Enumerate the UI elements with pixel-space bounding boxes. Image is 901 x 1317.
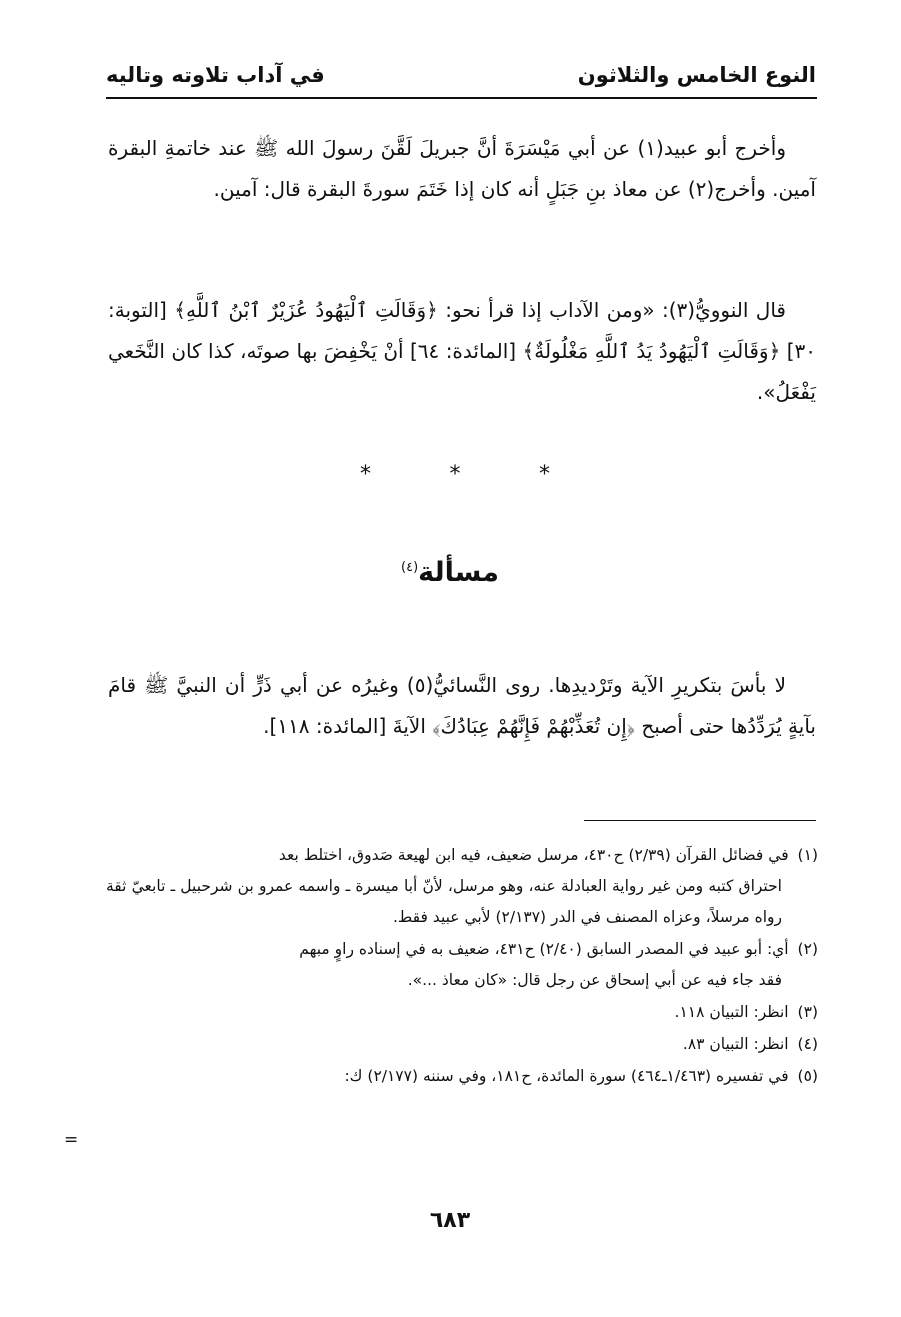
section-footnote-marker: (٤) [401, 560, 419, 575]
footnote-1 [106, 840, 818, 933]
separator-star: * [449, 462, 461, 487]
footnote-marker: (٤) [797, 1035, 818, 1053]
paragraph-text: لا بأسَ بتكريرِ الآية وتَرْديدِها. روى النَّسائيُّ(٥) وغيرُه عن أبي ذَرٍّ أن النبيَّ ﷺ قامَ بآيةٍ يُرَدِّدُها حتى أصبح ﴿إِن تُعَذِّبْهُمْ فَإِنَّهُمْ عِبَادُكَ﴾ الآيةَ [المائدة: ١١٨]. [108, 673, 816, 738]
footnote-text: انظر: التبيان ١١٨. [674, 1003, 789, 1021]
footnote-continuation: فقد جاء فيه عن أبي إسحاق عن رجل قال: «كان معاذ ...». [407, 971, 782, 989]
separator-star: * [539, 462, 550, 487]
footnote-continuation: احتراق كتبه ومن غير رواية العبادلة عنه، وهو مرسل، لأنّ أبا ميسرة ـ واسمه عمرو بن شرحبيل ـ تابعيّ ثقة رواه مرسلاً، وعزاه المصنف في الدر (٢/١٣٧) لأبي عبيد فقط. [106, 877, 782, 926]
section-separator [360, 462, 550, 487]
footnote-text: أي: أبو عبيد في المصدر السابق (٢/٤٠) ح٤٣١، ضعيف به في إسناده راوٍ مبهم [299, 940, 789, 958]
footnote-marker: (٣) [797, 1003, 818, 1021]
separator-star: * [360, 462, 371, 487]
chapter-title: النوع الخامس والثلاثون [577, 63, 816, 87]
footnote-marker: (١) [797, 846, 818, 864]
footnote-2 [106, 934, 818, 996]
paragraph-amin [108, 128, 816, 210]
paragraph-repetition [108, 665, 816, 747]
footnote-text: في تفسيره (١/٤٦٣ـ٤٦٤) سورة المائدة، ح١٨١، وفي سننه (٢/١٧٧) ك: [344, 1067, 789, 1085]
page-number: ٦٨٣ [429, 1208, 471, 1233]
footnote-text: في فضائل القرآن (٢/٣٩) ح٤٣٠، مرسل ضعيف، فيه ابن لهيعة صَدوق، اختلط بعد [278, 846, 789, 864]
footnote-text: انظر: التبيان ٨٣. [682, 1035, 789, 1053]
header-rule [106, 97, 817, 99]
footnote-4 [106, 1029, 818, 1060]
paragraph-text: قال النوويُّ(٣): «ومن الآداب إذا قرأ نحو: ﴿وَقَالَتِ ٱلْيَهُودُ عُزَيْرٌ ٱبْنُ ٱللَّهِ﴾ [التوبة: ٣٠] ﴿وَقَالَتِ ٱلْيَهُودُ يَدُ ٱللَّهِ مَغْلُولَةٌ﴾ [المائدة: ٦٤] أنْ يَخْفِضَ بها صوتَه، كذا كان النَّخَعي يَفْعَلُ». [108, 298, 817, 404]
paragraph-text: وأخرج أبو عبيد(١) عن أبي مَيْسَرَةَ أنَّ جبريلَ لَقَّنَ رسولَ الله ﷺ عند خاتمةِ البقرة آمين. وأخرج(٢) عن معاذ بنِ جَبَلٍ أنه كان إذا خَتَمَ سورةَ البقرة قال: آمين. [108, 136, 816, 201]
footnote-rule [584, 820, 816, 821]
running-header [106, 58, 816, 92]
paragraph-nawawi [108, 290, 816, 413]
section-heading [300, 557, 600, 588]
footnotes [106, 840, 818, 1093]
footnote-continues-mark: = [64, 1130, 79, 1150]
footnote-marker: (٢) [797, 940, 818, 958]
section-heading-text: مسألة [418, 557, 499, 588]
footnote-5 [106, 1061, 818, 1092]
footnote-3 [106, 997, 818, 1028]
section-running-title: في آداب تلاوته وتاليه [106, 63, 325, 87]
footnote-marker: (٥) [797, 1067, 818, 1085]
